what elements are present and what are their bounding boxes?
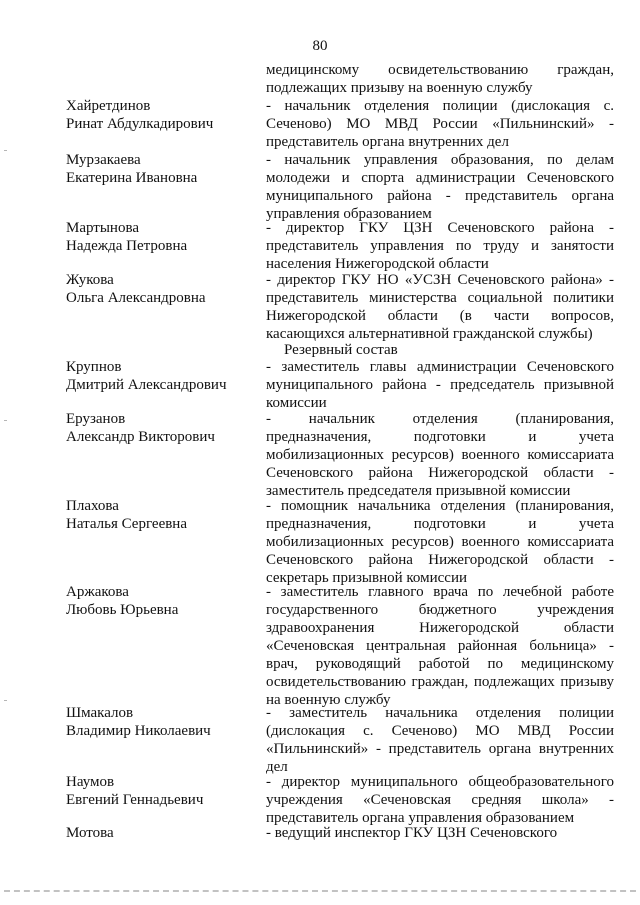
- member-given-names: Александр Викторович: [66, 429, 215, 445]
- member-name: [66, 824, 261, 842]
- scan-margin-mark: [4, 700, 7, 701]
- member-given-names: Любовь Юрьевна: [66, 602, 179, 618]
- member-role-description: - начальник управления образования, по делам молодежи и спорта администрации Сеченовского муниципального района - представитель органа управления образованием: [266, 152, 614, 222]
- member-surname: Крупнов: [66, 359, 122, 375]
- member-surname: Аржакова: [66, 584, 129, 600]
- member-name: [66, 773, 261, 809]
- member-role-description: - начальник отделения (планирования, предназначения, подготовки и учета мобилизационных ресурсов) военного комиссариата Сеченовского района Нижегородской области - заместитель председателя призывной комиссии: [266, 411, 614, 499]
- member-name: [66, 97, 261, 133]
- scan-margin-mark: [4, 420, 7, 421]
- member-name: [66, 151, 261, 187]
- member-role-description: - директор ГКУ НО «УСЗН Сеченовского района» - представитель министерства социальной политики Нижегородской области (в части вопросов, касающихся альтернативной гражданской службы): [266, 272, 614, 342]
- member-given-names: Ринат Абдулкадирович: [66, 116, 214, 132]
- member-surname: Мотова: [66, 825, 114, 841]
- scan-bottom-edge: [4, 890, 636, 896]
- member-role-description: - заместитель главы администрации Сеченовского муниципального района - председатель призывной комиссии: [266, 359, 614, 411]
- member-given-names: Дмитрий Александрович: [66, 377, 227, 393]
- member-given-names: Владимир Николаевич: [66, 723, 211, 739]
- member-given-names: Екатерина Ивановна: [66, 170, 198, 186]
- reserve-section-heading: Резервный состав: [284, 342, 398, 358]
- member-given-names: Ольга Александровна: [66, 290, 206, 306]
- member-surname: Наумов: [66, 774, 115, 790]
- member-surname: Шмакалов: [66, 705, 134, 721]
- member-role-description: - заместитель начальника отделения полиции (дислокация с. Сеченово) МО МВД России «Пильнинский» - представитель органа внутренних дел: [266, 705, 614, 775]
- member-given-names: Наталья Сергеевна: [66, 516, 187, 532]
- member-role-description: - директор ГКУ ЦЗН Сеченовского района - представитель управления по труду и занятости населения Нижегородской области: [266, 220, 614, 272]
- member-role-description: - ведущий инспектор ГКУ ЦЗН Сеченовского: [266, 825, 558, 841]
- member-role-description: - помощник начальника отделения (планирования, предназначения, подготовки и учета мобилизационных ресурсов) военного комиссариата Сеченовского района Нижегородской области - секретарь призывной комиссии: [266, 498, 614, 586]
- member-name: [66, 219, 261, 255]
- page-number: 80: [312, 38, 328, 54]
- member-surname: Мурзакаева: [66, 152, 141, 168]
- member-surname: Плахова: [66, 498, 119, 514]
- continuation-paragraph: медицинскому освидетельствованию граждан, подлежащих призыву на военную службу: [266, 62, 614, 96]
- member-role-description: - начальник отделения полиции (дислокация с. Сеченово) МО МВД России «Пильнинский» - представитель органа внутренних дел: [266, 98, 614, 150]
- member-role-description: - заместитель главного врача по лечебной работе государственного бюджетного учреждения здравоохранения Нижегородской области «Сеченовская центральная районная больница» - врач, руководящий работой по медицинскому освидетельствованию граждан, подлежащих призыву на военную службу: [266, 584, 614, 708]
- member-name: [66, 497, 261, 533]
- member-name: [66, 583, 261, 619]
- scan-margin-mark: [4, 150, 7, 151]
- member-surname: Ерузанов: [66, 411, 126, 427]
- member-role-description: - директор муниципального общеобразовательного учреждения «Сеченовская средняя школа» - представитель органа управления образованием: [266, 774, 614, 826]
- member-surname: Мартынова: [66, 220, 140, 236]
- member-name: [66, 704, 261, 740]
- member-given-names: Надежда Петровна: [66, 238, 188, 254]
- member-surname: Жукова: [66, 272, 114, 288]
- member-name: [66, 271, 261, 307]
- member-name: [66, 358, 261, 394]
- member-name: [66, 410, 261, 446]
- member-surname: Хайретдинов: [66, 98, 151, 114]
- member-given-names: Евгений Геннадьевич: [66, 792, 204, 808]
